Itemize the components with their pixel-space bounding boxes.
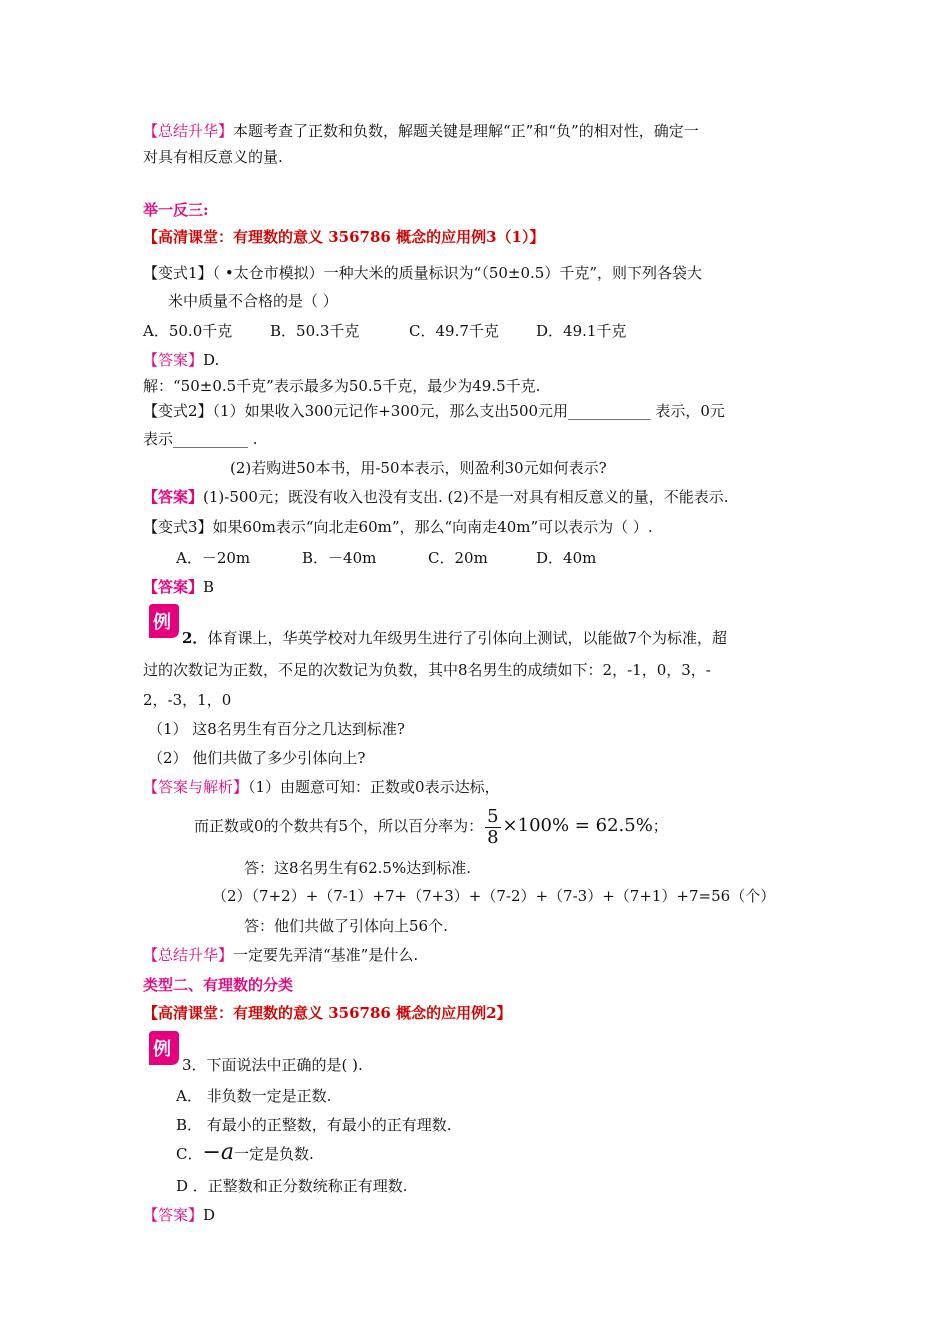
example2-question-2: （2） 他们共做了多少引体向上?	[148, 749, 366, 767]
variant3-tag: 【变式3】	[143, 518, 213, 536]
variant2-answer	[143, 487, 729, 507]
variant1-option-d: D．49.1千克	[536, 322, 627, 340]
variant3-text: 如果60m表示“向北走60m”，那么“向南走40m”可以表示为（ ）.	[212, 518, 653, 536]
variable: −a	[202, 1140, 235, 1165]
variant1-text: （ •太仓市模拟）一种大米的质量标识为“（50±0.5）千克”，则下列各袋大	[212, 264, 703, 282]
variant1-solution: 解：“50±0.5千克”表示最多为50.5千克，最少为49.5千克.	[143, 377, 541, 395]
example-badge-icon	[145, 604, 179, 638]
example3-stem: 3．下面说法中正确的是( ).	[182, 1056, 363, 1074]
example3-option-d: D ．正整数和正分数统称正有理数.	[176, 1177, 408, 1195]
option-label: C．	[176, 1145, 203, 1163]
variant3-option-b: B．－40m	[302, 549, 377, 567]
example3-option-a: A． 非负数一定是正数.	[176, 1087, 332, 1105]
summary-text: 本题考查了正数和负数，解题关键是理解“正”和“负”的相对性，确定一	[233, 122, 699, 140]
badge-label: 例	[153, 612, 171, 633]
variant2-line-2: 表示__________ .	[143, 430, 258, 448]
hq-link-1[interactable]: 【高清课堂：有理数的意义 356786 概念的应用例3（1）】	[143, 228, 545, 246]
answer-tag: 【答案】	[143, 488, 204, 506]
summary-tag: 【总结升华】	[143, 122, 234, 140]
variant1-option-b: B．50.3千克	[270, 322, 360, 340]
summary-text: 一定要先弄清“基准”是什么.	[233, 946, 419, 964]
formula: ×100% = 62.5%	[502, 815, 653, 836]
variant2-text: （1）如果收入300元记作+300元，那么支出500元用___________ 表示，0元	[212, 402, 725, 420]
example2-answer-3: 答：这8名男生有62.5%达到标准.	[244, 859, 471, 877]
example2-answer-1	[143, 777, 500, 797]
example3-option-c	[176, 1140, 314, 1165]
variant3-line-1	[143, 517, 653, 537]
summary-line-2: 对具有相反意义的量.	[143, 148, 283, 166]
section-heading-type2: 类型二、有理数的分类	[143, 976, 294, 994]
fraction-denominator: 8	[487, 826, 499, 848]
answer-tag: 【答案】	[143, 578, 204, 596]
variant2-line-3: (2)若购进50本书，用-50本表示，则盈利30元如何表示?	[230, 459, 607, 477]
variant1-line-1	[143, 263, 702, 283]
hq-link-2[interactable]: 【高清课堂：有理数的意义 356786 概念的应用例2】	[143, 1004, 512, 1022]
example-badge-icon	[145, 1031, 179, 1065]
example2-line-2: 过的次数记为正数，不足的次数记为负数，其中8名男生的成绩如下：2，-1，0，3，-	[143, 661, 711, 679]
variant1-answer	[143, 350, 219, 370]
example2-summary	[143, 945, 418, 965]
example2-answer-2	[194, 806, 668, 848]
example2-line-3: 2，-3，1，0	[143, 691, 232, 709]
answer-tag: 【答案】	[143, 351, 204, 369]
variant2-line-1	[143, 401, 725, 421]
fraction	[485, 807, 500, 848]
variant2-tag: 【变式2】	[143, 402, 213, 420]
example2-answer-5: 答：他们共做了引体向上56个.	[244, 917, 448, 935]
variant1-line-2: 米中质量不合格的是（ ）	[168, 292, 338, 310]
example2-question-1: （1） 这8名男生有百分之几达到标准?	[148, 720, 405, 738]
option-text: 一定是负数.	[234, 1145, 314, 1163]
section-heading-juyi: 举一反三:	[143, 201, 209, 219]
summary-tag: 【总结升华】	[143, 946, 234, 964]
variant1-tag: 【变式1】	[143, 264, 213, 282]
answer-value: D	[203, 1206, 216, 1224]
fraction-numerator: 5	[487, 805, 499, 827]
example3-option-b: B． 有最小的正整数，有最小的正有理数.	[176, 1116, 452, 1134]
variant1-option-c: C．49.7千克	[409, 322, 499, 340]
variant3-answer	[143, 577, 214, 597]
formula-end: ；	[652, 817, 668, 835]
example2-text: 体育课上，华英学校对九年级男生进行了引体向上测试，以能做7个为标准，超	[207, 629, 727, 647]
answer-value: D.	[203, 351, 220, 369]
example2-line-1	[182, 628, 727, 648]
answer-tag: 【答案】	[143, 1206, 204, 1224]
variant3-option-c: C．20m	[428, 549, 488, 567]
example2-answer-4: （2）（7+2）+（7-1）+7+（7+3）+（7-2）+（7-3）+（7+1）+7=56（个）	[212, 887, 776, 905]
answer-value: B	[203, 578, 215, 596]
answer-tag: 【答案与解析】	[143, 778, 249, 796]
answer-text: 而正数或0的个数共有5个，所以百分率为：	[194, 817, 484, 835]
answer-text: （1）由题意可知：正数或0表示达标，	[248, 778, 500, 796]
example3-answer	[143, 1205, 215, 1225]
answer-value: (1)-500元；既没有收入也没有支出. (2)不是一对具有相反意义的量，不能表示.	[203, 488, 729, 506]
variant1-option-a: A．50.0千克	[143, 322, 233, 340]
variant3-option-a: A．－20m	[176, 549, 251, 567]
summary-line-1	[143, 121, 699, 141]
badge-label: 例	[153, 1039, 171, 1060]
variant3-option-d: D．40m	[536, 549, 597, 567]
example2-number: 2．	[182, 629, 208, 647]
